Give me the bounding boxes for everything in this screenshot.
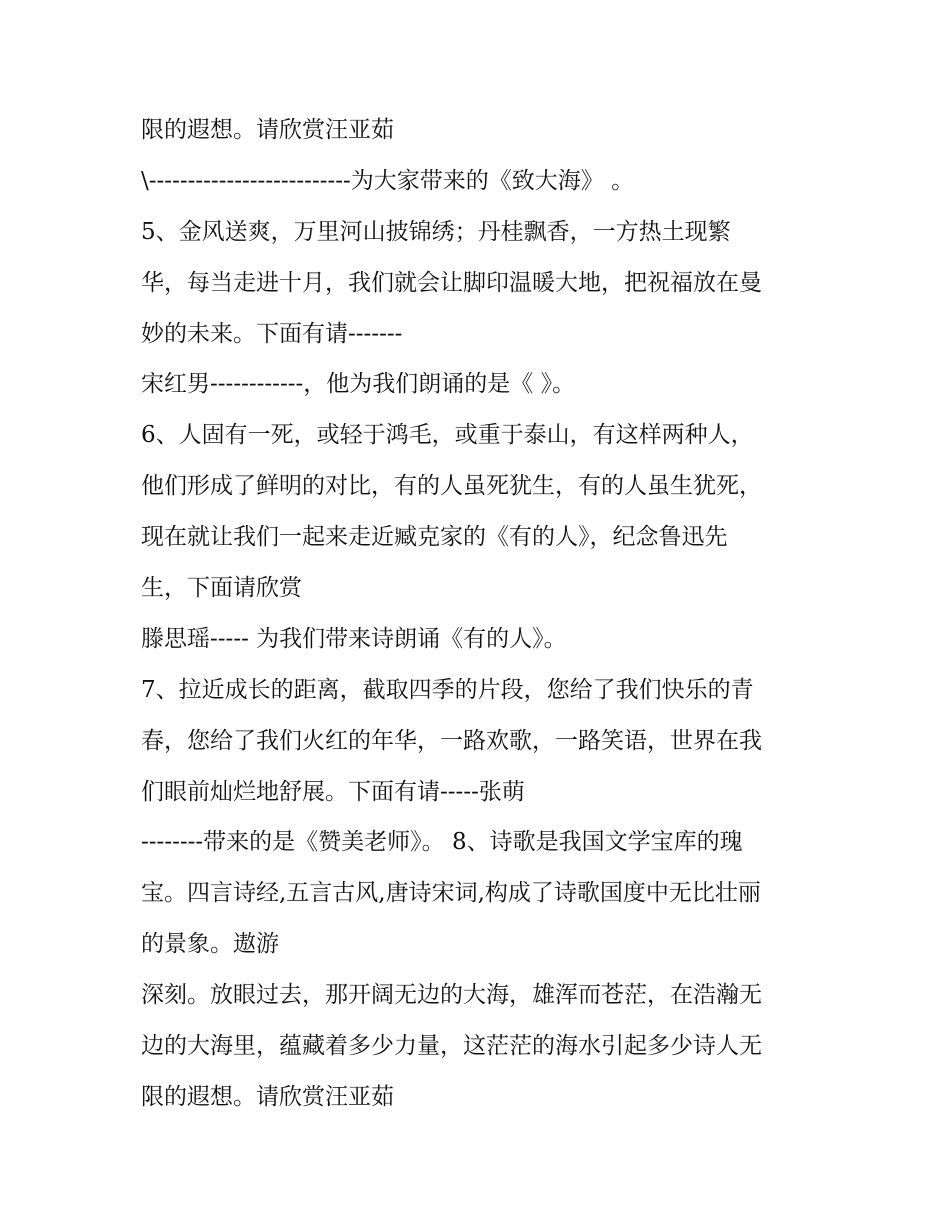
text-line-1: 限的遐想。请欣赏汪亚茹	[141, 117, 394, 143]
document-body	[141, 110, 821, 1128]
text-line-5: 妙的未来。下面有请-------	[141, 320, 403, 347]
text-line-9: 现在就让我们一起来走近臧克家的《有的人》，纪念鲁迅先	[141, 524, 728, 551]
text-line-3: 5、金风送爽，万里河山披锦绣；丹桂飘香，一方热土现繁	[141, 218, 731, 245]
text-line-17: 的景象。遨游	[141, 931, 279, 958]
text-line-12: 7、拉近成长的距离，截取四季的片段，您给了我们快乐的青	[141, 676, 754, 703]
text-line-2: \--------------------------为大家带来的《致大海》 。	[141, 167, 635, 194]
text-line-8: 他们形成了鲜明的对比，有的人虽死犹生，有的人虽生犹死，	[141, 473, 762, 500]
text-line-13: 春，您给了我们火红的年华，一路欢歌，一路笑语，世界在我	[141, 727, 762, 754]
text-line-19: 边的大海里，蕴藏着多少力量，这茫茫的海水引起多少诗人无	[141, 1033, 762, 1060]
text-line-14: 们眼前灿烂地舒展。下面有请-----张萌	[141, 778, 525, 805]
text-line-20: 限的遐想。请欣赏汪亚茹	[141, 1083, 394, 1110]
text-line-16: 宝。四言诗经,五言古风,唐诗宋词,构成了诗歌国度中无比壮丽	[141, 880, 761, 907]
text-line-18: 深刻。放眼过去，那开阔无边的大海，雄浑而苍茫，在浩瀚无	[141, 982, 762, 1009]
text-line-10: 生，下面请欣赏	[141, 575, 302, 602]
text-line-4: 华，每当走进十月，我们就会让脚印温暖大地，把祝福放在曼	[141, 269, 762, 296]
text-line-15: --------带来的是《赞美老师》。 8、诗歌是我国文学宝库的瑰	[141, 829, 743, 856]
text-line-11: 滕思瑶----- 为我们带来诗朗诵《有的人》。	[141, 625, 567, 652]
text-line-6: 宋红男------------，他为我们朗诵的是《 》。	[141, 371, 576, 398]
text-line-7: 6、人固有一死，或轻于鸿毛，或重于泰山，有这样两种人，	[141, 422, 754, 449]
